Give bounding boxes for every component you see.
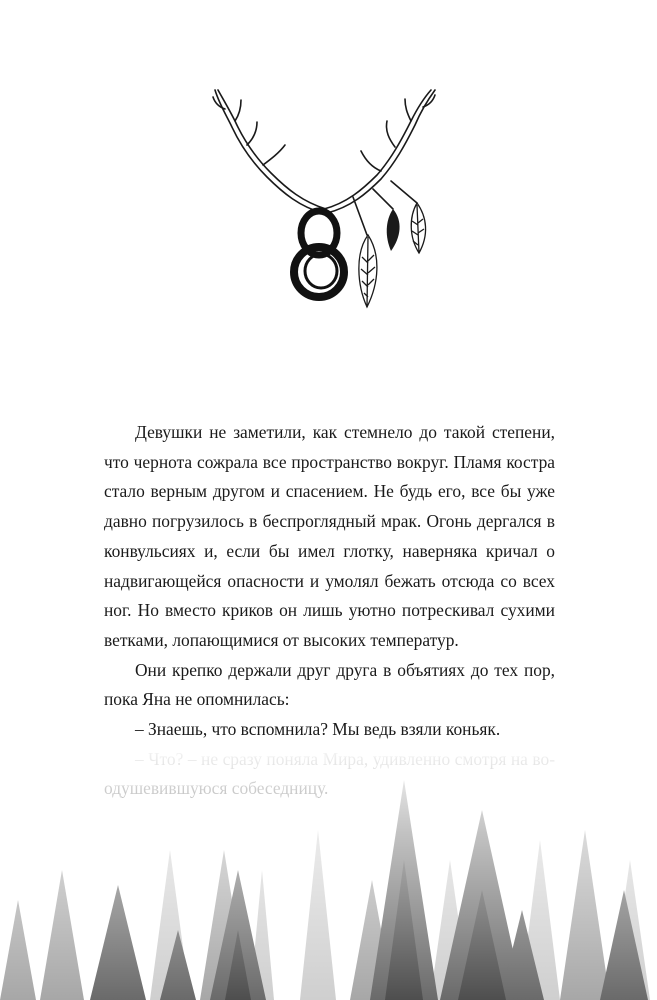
paragraph-2: Они крепко держали друг друга в объятиях до тех пор, пока Яна не опомнилась: — [104, 659, 555, 710]
chapter-number — [205, 310, 206, 311]
paragraph-1: Девушки не заметили, как стемнело до такой степени, что чернота сожрала все пространство вокруг. Пламя костра стало верным другом и спасением. Не будь его, все бы уже давно погрузилось в беспроглядный мрак. Огонь дергался в конвульсиях и, если бы имел глотку, наверняка кричал о надвигающейся опасности и умолял бежать отсюда со всех ног. Но вместо криков он лишь уютно потрескивал сухими ветками, лопающимися от высоких температур. — [104, 422, 555, 650]
chapter-emblem — [205, 85, 445, 310]
chapter-number-mark — [294, 211, 344, 297]
paragraph-3: – Знаешь, что вспомнила? Мы ведь взяли коньяк. — [135, 719, 501, 740]
antlers-with-feathers-icon — [205, 85, 445, 310]
forest-trees-icon — [0, 740, 657, 1000]
misty-forest-illustration — [0, 740, 657, 1000]
